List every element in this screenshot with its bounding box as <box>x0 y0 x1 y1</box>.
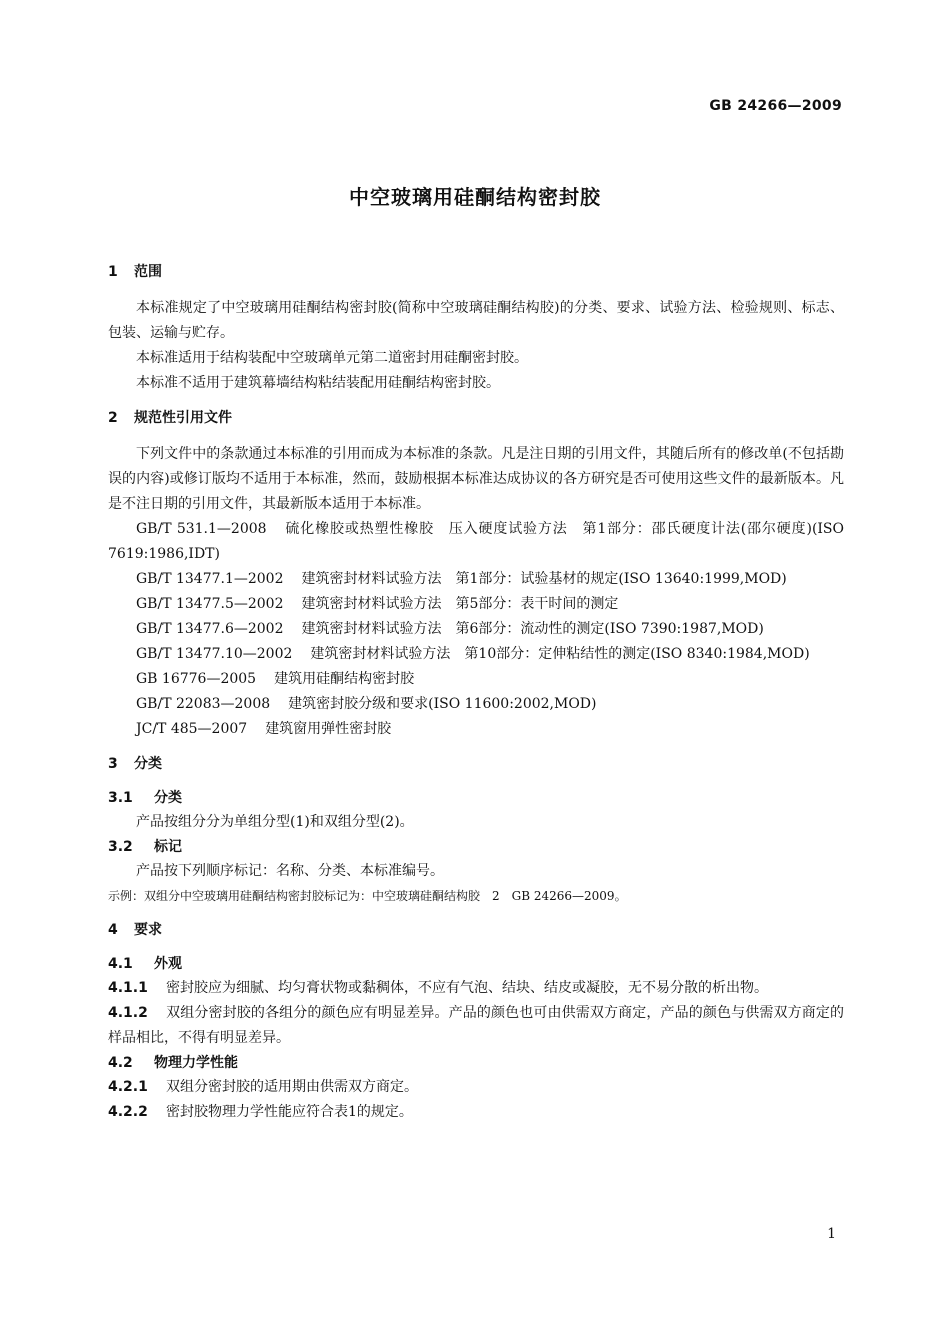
section-3-heading <box>108 754 844 774</box>
clause-text: 双组分密封胶的各组分的颜色应有明显差异。产品的颜色也可由供需双方商定，产品的颜色与供需双方商定的样品相比，不得有明显差异。 <box>108 1005 844 1046</box>
reference-title: 建筑密封材料试验方法 第1部分：试验基材的规定(ISO 13640:1999,MOD) <box>301 571 787 587</box>
subsection-3-2-heading <box>108 835 844 859</box>
reference-code: JC/T 485—2007 <box>136 721 248 737</box>
reference-code: GB/T 531.1—2008 <box>136 521 267 537</box>
document-title: 中空玻璃用硅酮结构密封胶 <box>349 185 601 209</box>
paragraph: 本标准适用于结构装配中空玻璃单元第二道密封用硅酮密封胶。 <box>136 350 528 366</box>
clause-number: 4.1.1 <box>108 980 148 996</box>
subsection-3-1-heading <box>108 786 844 810</box>
reference-item <box>108 667 844 692</box>
reference-item <box>108 617 844 642</box>
reference-code: GB/T 13477.6—2002 <box>136 621 284 637</box>
clause-text: 密封胶应为细腻、均匀膏状物或黏稠体，不应有气泡、结块、结皮或凝胶，无不易分散的析出物。 <box>166 980 768 996</box>
reference-code: GB/T 13477.1—2002 <box>136 571 284 587</box>
clause-text: 双组分密封胶的适用期由供需双方商定。 <box>166 1079 418 1095</box>
subsection-number: 4.2 <box>108 1055 133 1071</box>
section-title: 分类 <box>134 756 162 772</box>
subsection-title: 分类 <box>154 790 182 806</box>
clause-4-2-1 <box>108 1075 844 1100</box>
reference-title: 建筑用硅酮结构密封胶 <box>274 671 415 687</box>
reference-code: GB/T 22083—2008 <box>136 696 271 712</box>
reference-title: 建筑密封材料试验方法 第10部分：定伸粘结性的测定(ISO 8340:1984,MOD) <box>310 646 810 662</box>
section-number: 3 <box>108 756 118 772</box>
subsection-number: 3.1 <box>108 790 133 806</box>
section-title: 范围 <box>134 264 162 280</box>
reference-code: GB/T 13477.10—2002 <box>136 646 293 662</box>
reference-item <box>108 642 844 667</box>
reference-title: 建筑窗用弹性密封胶 <box>265 721 392 737</box>
example-note: 示例：双组分中空玻璃用硅酮结构密封胶标记为：中空玻璃硅酮结构胶 2 GB 24266—2009。 <box>108 889 627 903</box>
document-body <box>108 262 844 1125</box>
reference-item <box>108 692 844 717</box>
reference-code: GB 16776—2005 <box>136 671 257 687</box>
section-2-heading <box>108 408 844 428</box>
reference-item <box>108 517 844 567</box>
section-number: 4 <box>108 922 118 938</box>
reference-item <box>108 567 844 592</box>
section-1-heading <box>108 262 844 282</box>
paragraph: 产品按组分分为单组分型(1)和双组分型(2)。 <box>136 814 414 830</box>
reference-title: 建筑密封胶分级和要求(ISO 11600:2002,MOD) <box>288 696 597 712</box>
paragraph: 本标准规定了中空玻璃用硅酮结构密封胶(简称中空玻璃硅酮结构胶)的分类、要求、试验方法、检验规则、标志、包装、运输与贮存。 <box>108 300 844 341</box>
reference-title: 硫化橡胶或热塑性橡胶 压入硬度试验方法 第1部分：邵氏硬度计法(邵尔硬度)(ISO 7619:1986,IDT) <box>108 521 845 562</box>
clause-number: 4.2.1 <box>108 1079 148 1095</box>
subsection-title: 外观 <box>154 956 182 972</box>
subsection-title: 标记 <box>154 839 182 855</box>
clause-text: 密封胶物理力学性能应符合表1的规定。 <box>166 1104 413 1120</box>
section-title: 要求 <box>134 922 162 938</box>
section-number: 1 <box>108 264 118 280</box>
reference-title: 建筑密封材料试验方法 第6部分：流动性的测定(ISO 7390:1987,MOD) <box>301 621 764 637</box>
section-4-heading <box>108 920 844 940</box>
clause-number: 4.2.2 <box>108 1104 148 1120</box>
clause-4-2-2 <box>108 1100 844 1125</box>
reference-item <box>108 717 844 742</box>
subsection-title: 物理力学性能 <box>154 1055 238 1071</box>
clause-4-1-1 <box>108 976 844 1001</box>
clause-4-1-2 <box>108 1001 844 1051</box>
reference-title: 建筑密封材料试验方法 第5部分：表干时间的测定 <box>301 596 619 612</box>
standard-code: GB 24266—2009 <box>709 98 842 114</box>
section-number: 2 <box>108 410 118 426</box>
subsection-number: 4.1 <box>108 956 133 972</box>
paragraph: 产品按下列顺序标记：名称、分类、本标准编号。 <box>136 863 444 879</box>
reference-item <box>108 592 844 617</box>
reference-code: GB/T 13477.5—2002 <box>136 596 284 612</box>
clause-number: 4.1.2 <box>108 1005 148 1021</box>
paragraph: 下列文件中的条款通过本标准的引用而成为本标准的条款。凡是注日期的引用文件，其随后所有的修改单(不包括勘误的内容)或修订版均不适用于本标准，然而，鼓励根据本标准达成协议的各方研究是否可使用这些文件的最新版本。凡是不注日期的引用文件，其最新版本适用于本标准。 <box>108 446 844 512</box>
subsection-number: 3.2 <box>108 839 133 855</box>
paragraph: 本标准不适用于建筑幕墙结构粘结装配用硅酮结构密封胶。 <box>136 375 500 391</box>
subsection-4-2-heading <box>108 1051 844 1075</box>
section-title: 规范性引用文件 <box>134 410 232 426</box>
page-number: 1 <box>827 1226 836 1242</box>
subsection-4-1-heading <box>108 952 844 976</box>
